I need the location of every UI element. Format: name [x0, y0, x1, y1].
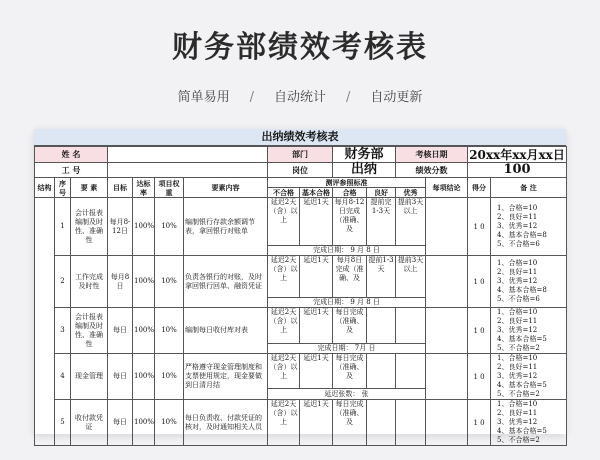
element-cell: 会计报表编制及时性、准确性 [71, 308, 108, 354]
pass-cell: 每月8日完成（准确、及 [333, 256, 367, 298]
remark-line: 4、基本合格=5 [497, 335, 547, 343]
post-value[interactable]: 出纳 [333, 163, 396, 178]
weight-cell: 10% [155, 256, 184, 308]
completion-date-cell[interactable]: 完成日期： 9 月 8 日 [268, 246, 426, 256]
remark-line: 1、合格=10 [497, 354, 538, 362]
remark-cell [491, 256, 567, 308]
dept-value[interactable]: 财务部 [333, 147, 396, 163]
col-fail: 不合格 [268, 188, 300, 198]
col-criteria: 测评参照标准 [268, 178, 426, 188]
good-cell: 提前1-3天 [367, 256, 396, 298]
id-label: 工 号 [35, 163, 108, 178]
remark-cell [491, 400, 567, 446]
target-cell: 每日 [108, 308, 133, 354]
remark-line: 3、优秀=12 [497, 418, 538, 426]
conclusion-cell[interactable] [426, 400, 468, 446]
col-seq: 序号 [55, 178, 71, 198]
fail-cell: 延迟2天（含）以上 [268, 354, 300, 389]
remark-line: 2、良好=11 [497, 317, 538, 325]
excellent-cell [396, 308, 426, 344]
pass-cell: 每日完成（准确、及 [333, 400, 367, 446]
remark-line: 5、不合格=2 [497, 390, 540, 398]
remark-line: 4、基本合格=5 [497, 381, 547, 389]
completion-date-cell[interactable]: 延迟张数： 张 [268, 389, 426, 400]
remark-line: 5、不合格=2 [497, 344, 540, 352]
conclusion-cell[interactable] [426, 198, 468, 256]
header-row-1 [35, 178, 567, 188]
weight-cell: 10% [155, 198, 184, 256]
pass-cell: 每日完成（准确、及 [333, 354, 367, 389]
remark-line: 4、基本合格=5 [497, 427, 547, 435]
rate-cell: 100% [133, 256, 155, 308]
rate-cell: 100% [133, 198, 155, 256]
basic-cell: 延迟1天 [300, 256, 333, 298]
tagline-item-2: 自动统计 [273, 90, 326, 105]
rate-cell: 100% [133, 308, 155, 354]
table-row [35, 400, 567, 446]
remark-line: 4、基本合格=8 [497, 231, 547, 239]
conclusion-cell[interactable] [426, 256, 468, 308]
score-cell: 1 0 [468, 198, 491, 256]
basic-cell: 延迟1天 [300, 400, 333, 446]
score-cell: 1 0 [468, 400, 491, 446]
col-content: 要素内容 [184, 178, 268, 198]
content-cell: 编制每日收付库对表 [184, 308, 268, 354]
weight-cell: 10% [155, 400, 184, 446]
element-cell: 会计报表编制及时性、准确性 [71, 198, 108, 256]
content-cell: 每日负责收、付款凭证的核对，及时通知相关人员 [184, 400, 268, 446]
remark-cell [491, 198, 567, 256]
basic-cell: 延迟1天 [300, 308, 333, 344]
rate-cell: 100% [133, 400, 155, 446]
weight-cell: 10% [155, 308, 184, 354]
content-cell: 负责各银行的对账，及时拿回银行回单、融资凭证 [184, 256, 268, 308]
good-cell [367, 354, 396, 389]
excellent-cell: 提前3天以上 [396, 256, 426, 298]
col-structure: 结构 [35, 178, 55, 198]
date-label: 考核日期 [396, 147, 468, 163]
fail-cell: 延迟2天（含）以上 [268, 308, 300, 344]
performance-table [34, 146, 567, 446]
structure-cell[interactable] [35, 198, 55, 446]
seq-cell: 2 [55, 256, 71, 308]
conclusion-cell[interactable] [426, 308, 468, 354]
element-cell: 收付款凭证 [71, 400, 108, 446]
remark-line: 3、优秀=12 [497, 222, 538, 230]
col-target: 目标 [108, 178, 133, 198]
fail-cell: 延迟2天（含）以上 [268, 198, 300, 246]
weight-cell: 10% [155, 354, 184, 400]
score-cell: 1 0 [468, 256, 491, 308]
dept-label: 部门 [268, 147, 333, 163]
seq-cell: 3 [55, 308, 71, 354]
completion-date-cell[interactable]: 完成日期： 9 月 8 日 [268, 298, 426, 308]
remark-line: 3、优秀=12 [497, 372, 538, 380]
tagline [0, 86, 600, 105]
excellent-cell [396, 400, 426, 446]
seq-cell: 5 [55, 400, 71, 446]
target-cell: 每月8日 [108, 256, 133, 308]
score-label: 绩效分数 [396, 163, 468, 178]
element-cell: 工作完成及时性 [71, 256, 108, 308]
remark-line: 2、良好=11 [497, 213, 538, 221]
tagline-separator: / [249, 90, 254, 105]
remark-line: 1、合格=10 [497, 308, 538, 316]
col-excellent: 优秀 [396, 188, 426, 198]
date-value[interactable]: 20xx年xx月xx日 [469, 147, 565, 162]
excellent-cell [396, 354, 426, 389]
remark-cell [491, 308, 567, 354]
remark-line: 5、不合格=6 [497, 295, 540, 303]
col-good: 良好 [367, 188, 396, 198]
col-conclusion: 每项结论 [426, 178, 468, 198]
remark-line: 3、优秀=12 [497, 277, 538, 285]
score-cell: 1 0 [468, 308, 491, 354]
table-row [35, 354, 567, 389]
remark-line: 2、良好=11 [497, 363, 538, 371]
col-remark: 备 注 [491, 178, 567, 198]
pass-cell: 每日完成（准确、及 [333, 308, 367, 344]
col-rate: 达标率 [133, 178, 155, 198]
content-cell: 编制银行存款余额调节表，拿回银行对账单 [184, 198, 268, 256]
table-row [35, 308, 567, 344]
good-cell [367, 308, 396, 344]
remark-line: 3、优秀=12 [497, 326, 538, 334]
seq-cell: 1 [55, 198, 71, 256]
fail-cell: 延迟2天（含）以上 [268, 400, 300, 446]
completion-date-cell[interactable]: 完成日期： 7月 日 [268, 343, 426, 353]
target-cell: 每日 [108, 400, 133, 446]
remark-line: 4、基本合格=8 [497, 286, 547, 294]
col-pass: 合格 [333, 188, 367, 198]
remark-cell [491, 354, 567, 400]
fail-cell: 延迟2天（含）以上 [268, 256, 300, 298]
tagline-separator: / [346, 90, 351, 105]
col-element: 要 素 [71, 178, 108, 198]
remark-line: 5、不合格=6 [497, 240, 540, 248]
remark-line: 2、良好=11 [497, 409, 538, 417]
target-cell: 每月8-12日 [108, 198, 133, 256]
info-row-2 [35, 163, 567, 178]
spreadsheet-preview [34, 129, 566, 444]
good-cell: 提前完1-3天 [367, 198, 396, 246]
tagline-item-1: 简单易用 [177, 90, 230, 105]
pass-cell: 每月8-12日完成（准确、及 [333, 198, 367, 246]
name-value[interactable] [108, 147, 268, 163]
post-label: 岗位 [268, 163, 333, 178]
excellent-cell: 提前3天以上 [396, 198, 426, 246]
score-value[interactable]: 100 [468, 163, 567, 178]
col-basic: 基本合格 [300, 188, 333, 198]
target-cell: 每日 [108, 354, 133, 400]
page-title: 财务部绩效考核表 [172, 30, 428, 65]
seq-cell: 4 [55, 354, 71, 400]
content-cell: 严格遵守现金管理制度和支票使用规定，现金要做到日清月结 [184, 354, 268, 400]
col-score: 得分 [468, 178, 491, 198]
element-cell: 现金管理 [71, 354, 108, 400]
remark-line: 2、良好=11 [497, 268, 538, 276]
score-cell: 1 0 [468, 354, 491, 400]
remark-line: 1、合格=10 [497, 204, 538, 212]
id-value[interactable] [108, 163, 268, 178]
table-row [35, 198, 567, 246]
remark-line: 1、合格=10 [497, 259, 538, 267]
tagline-item-3: 自动更新 [370, 90, 423, 105]
sheet-title: 出纳绩效考核表 [34, 129, 566, 146]
info-row-1 [35, 147, 567, 163]
col-weight: 项目权重 [155, 178, 184, 198]
conclusion-cell[interactable] [426, 354, 468, 400]
remark-line: 1、合格=10 [497, 400, 538, 408]
remark-line: 5、不合格=2 [497, 436, 540, 444]
rate-cell: 100% [133, 354, 155, 400]
basic-cell: 延迟1天 [300, 198, 333, 246]
good-cell [367, 400, 396, 446]
name-label: 姓 名 [35, 147, 108, 163]
table-row [35, 256, 567, 298]
basic-cell: 延迟1天 [300, 354, 333, 389]
